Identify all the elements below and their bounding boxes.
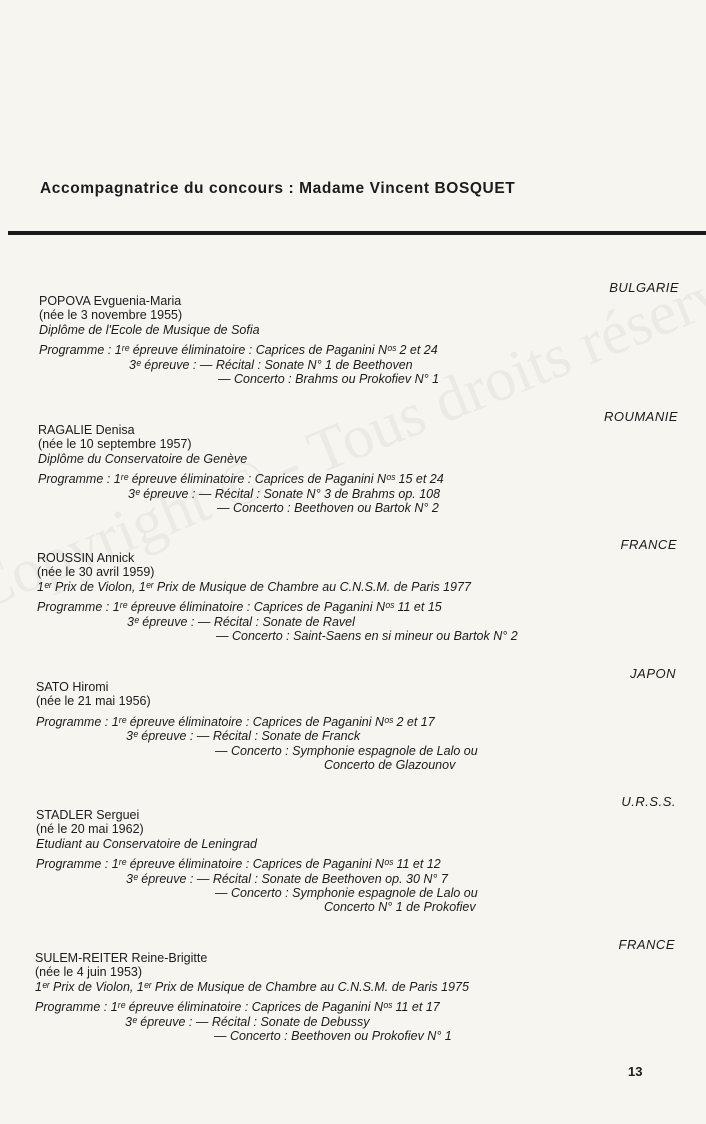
country-label: BULGARIE (609, 280, 679, 295)
program-line: Programme : 1ʳᵉ épreuve éliminatoire : Caprices de Paganini Nᵒˢ 11 et 15 (37, 600, 442, 615)
birth-date: (née le 4 juin 1953) (35, 965, 143, 980)
candidate-entry (36, 666, 676, 773)
program-line: — Concerto : Beethoven ou Prokofiev N° 1 (214, 1029, 452, 1044)
candidate-name: SATO Hiromi (36, 680, 109, 694)
program-line: Programme : 1ʳᵉ épreuve éliminatoire : Caprices de Paganini Nᵒˢ 11 et 12 (36, 857, 441, 872)
program-line: — Concerto : Beethoven ou Bartok N° 2 (217, 501, 439, 516)
credentials: Diplôme du Conservatoire de Genève (38, 451, 248, 466)
birth-date: (née le 21 mai 1956) (36, 694, 151, 709)
birth-date: (né le 20 mai 1962) (36, 822, 144, 837)
program-line: Programme : 1ʳᵉ épreuve éliminatoire : Caprices de Paganini Nᵒˢ 2 et 17 (36, 714, 435, 729)
country-label: FRANCE (620, 537, 677, 552)
program-line: 3ᵉ épreuve : — Récital : Sonate de Beethoven op. 30 N° 7 (126, 871, 448, 886)
program-line: — Concerto : Brahms ou Prokofiev N° 1 (218, 372, 440, 387)
program (36, 715, 676, 773)
program-line: — Concerto : Symphonie espagnole de Lalo ou (215, 743, 478, 758)
program-line: Concerto de Glazounov (324, 758, 456, 773)
program (38, 472, 678, 515)
candidate-name: SULEM-REITER Reine-Brigitte (35, 951, 208, 965)
program-line: 3ᵉ épreuve : — Récital : Sonate N° 1 de Beethoven (129, 357, 413, 372)
program-line: — Concerto : Saint-Saens en si mineur ou Bartok N° 2 (216, 629, 518, 644)
birth-date: (née le 10 septembre 1957) (38, 437, 192, 452)
credentials: 1ᵉʳ Prix de Violon, 1ᵉʳ Prix de Musique de Chambre au C.N.S.M. de Paris 1975 (35, 979, 469, 994)
program (35, 1000, 675, 1043)
candidate-name: RAGALIE Denisa (38, 423, 135, 437)
page-number: 13 (628, 1064, 643, 1079)
program-line: Programme : 1ʳᵉ épreuve éliminatoire : Caprices de Paganini Nᵒˢ 15 et 24 (38, 472, 444, 487)
candidate-entry (39, 280, 679, 387)
program-line: Programme : 1ʳᵉ épreuve éliminatoire : Caprices de Paganini Nᵒˢ 11 et 17 (35, 1000, 440, 1015)
program (36, 857, 676, 915)
candidate-entry (35, 937, 675, 1044)
country-label: JAPON (630, 666, 676, 681)
program-line: Concerto N° 1 de Prokofiev (324, 900, 476, 915)
candidate-name: ROUSSIN Annick (37, 551, 135, 565)
program (39, 343, 679, 386)
program (37, 600, 677, 643)
country-label: FRANCE (618, 937, 675, 952)
program-line: — Concerto : Symphonie espagnole de Lalo ou (215, 886, 478, 901)
credentials: Etudiant au Conservatoire de Leningrad (36, 836, 257, 851)
country-label: U.R.S.S. (621, 794, 676, 809)
program-line: Programme : 1ʳᵉ épreuve éliminatoire : Caprices de Paganini Nᵒˢ 2 et 24 (39, 343, 438, 358)
program-line: 3ᵉ épreuve : — Récital : Sonate N° 3 de Brahms op. 108 (128, 486, 441, 501)
birth-date: (née le 30 avril 1959) (37, 565, 155, 580)
program-line: 3ᵉ épreuve : — Récital : Sonate de Franck (126, 729, 361, 744)
page-header: Accompagnatrice du concours : Madame Vincent BOSQUET (40, 180, 516, 197)
candidate-entry (36, 794, 676, 915)
candidate-name: STADLER Serguei (36, 808, 140, 822)
birth-date: (née le 3 novembre 1955) (39, 308, 183, 323)
country-label: ROUMANIE (603, 409, 678, 424)
candidate-name: POPOVA Evguenia-Maria (39, 294, 182, 308)
credentials: Diplôme de l'Ecole de Musique de Sofia (39, 322, 260, 337)
candidate-entry (38, 409, 678, 516)
program-line: 3ᵉ épreuve : — Récital : Sonate de Debussy (125, 1014, 370, 1029)
candidate-entry (37, 537, 677, 644)
header-rule (8, 231, 706, 235)
credentials: 1ᵉʳ Prix de Violon, 1ᵉʳ Prix de Musique de Chambre au C.N.S.M. de Paris 1977 (37, 579, 471, 594)
program-line: 3ᵉ épreuve : — Récital : Sonate de Ravel (127, 614, 355, 629)
